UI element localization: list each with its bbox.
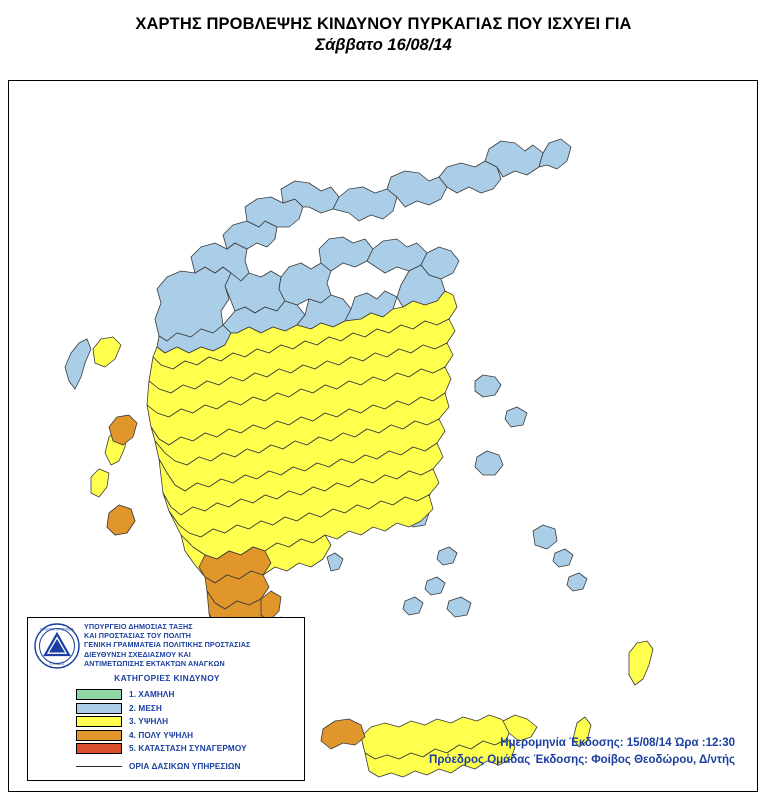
legend-item-high bbox=[76, 715, 306, 728]
svg-text:ΠΟΛΙΤΙΚΗ ΠΡΟΣΤΑΣΙΑ: ΠΟΛΙΤΙΚΗ ΠΡΟΣΤΑΣΙΑ bbox=[40, 627, 74, 632]
legend-header bbox=[28, 618, 304, 670]
issuing-officer: Πρόεδρος Ομάδας Έκδοσης: Φοίβος Θεοδώρου, Δ/ντής bbox=[429, 754, 735, 766]
legend-item-boundary bbox=[76, 759, 306, 773]
ministry-line-5: ΑΝΤΙΜΕΤΩΠΙΣΗΣ ΕΚΤΑΚΤΩΝ ΑΝΑΓΚΩΝ bbox=[84, 658, 225, 668]
ministry-line-1: ΥΠΟΥΡΓΕΙΟ ΔΗΜΟΣΙΑΣ ΤΑΞΗΣ bbox=[84, 622, 193, 631]
ministry-line-4: ΔΙΕΥΘΥΝΣΗ ΣΧΕΔΙΑΣΜΟΥ ΚΑΙ bbox=[84, 649, 191, 659]
ministry-name bbox=[84, 622, 300, 668]
legend-label-very-high: 4. ΠΟΛΥ ΥΨΗΛΗ bbox=[129, 730, 194, 740]
legend-label-medium: 2. ΜΕΣΗ bbox=[129, 703, 162, 713]
legend-label-boundary: ΟΡΙΑ ΔΑΣΙΚΩΝ ΥΠΗΡΕΣΙΩΝ bbox=[129, 761, 241, 771]
legend-swatch-high bbox=[76, 716, 122, 727]
legend-item-medium bbox=[76, 702, 306, 715]
legend-title: ΚΑΤΗΓΟΡΙΕΣ ΚΙΝΔΥΝΟΥ bbox=[114, 673, 220, 683]
issue-info bbox=[429, 735, 735, 769]
legend-item-very-high bbox=[76, 729, 306, 742]
legend-swatch-alert bbox=[76, 743, 122, 754]
legend-line-symbol bbox=[76, 766, 122, 767]
legend-swatch-medium bbox=[76, 703, 122, 714]
legend-label-alert: 5. ΚΑΤΑΣΤΑΣΗ ΣΥΝΑΓΕΡΜΟΥ bbox=[129, 744, 247, 753]
legend bbox=[27, 617, 305, 781]
map-frame bbox=[8, 80, 758, 792]
legend-item-alert bbox=[76, 742, 306, 755]
legend-label-low: 1. ΧΑΜΗΛΗ bbox=[129, 690, 175, 699]
ministry-line-3: ΓΕΝΙΚΗ ΓΡΑΜΜΑΤΕΙΑ ΠΟΛΙΤΙΚΗΣ ΠΡΟΣΤΑΣΙΑΣ bbox=[84, 640, 251, 650]
legend-item-low bbox=[76, 688, 306, 701]
legend-swatch-low bbox=[76, 689, 122, 700]
ministry-line-2: ΚΑΙ ΠΡΟΣΤΑΣΙΑΣ ΤΟΥ ΠΟΛΙΤΗ bbox=[84, 631, 192, 641]
title-line-1: ΧΑΡΤΗΣ ΠΡΟΒΛΕΨΗΣ ΚΙΝΔΥΝΟΥ ΠΥΡΚΑΓΙΑΣ ΠΟΥ ΙΣΧΥΕΙ ΓΙΑ bbox=[135, 15, 632, 33]
legend-items bbox=[76, 688, 306, 773]
legend-label-high: 3. ΥΨΗΛΗ bbox=[129, 717, 169, 726]
legend-swatch-very-high bbox=[76, 730, 122, 741]
issue-date-time: Ημερομηνία Έκδοσης: 15/08/14 Ώρα :12:30 bbox=[500, 737, 735, 749]
civil-protection-emblem-icon bbox=[34, 623, 80, 669]
title-line-2: Σάββατο 16/08/14 bbox=[315, 36, 452, 54]
svg-text:ΕΛΛΑΔΟΣ: ΕΛΛΑΔΟΣ bbox=[49, 662, 65, 666]
page-title bbox=[0, 14, 767, 56]
